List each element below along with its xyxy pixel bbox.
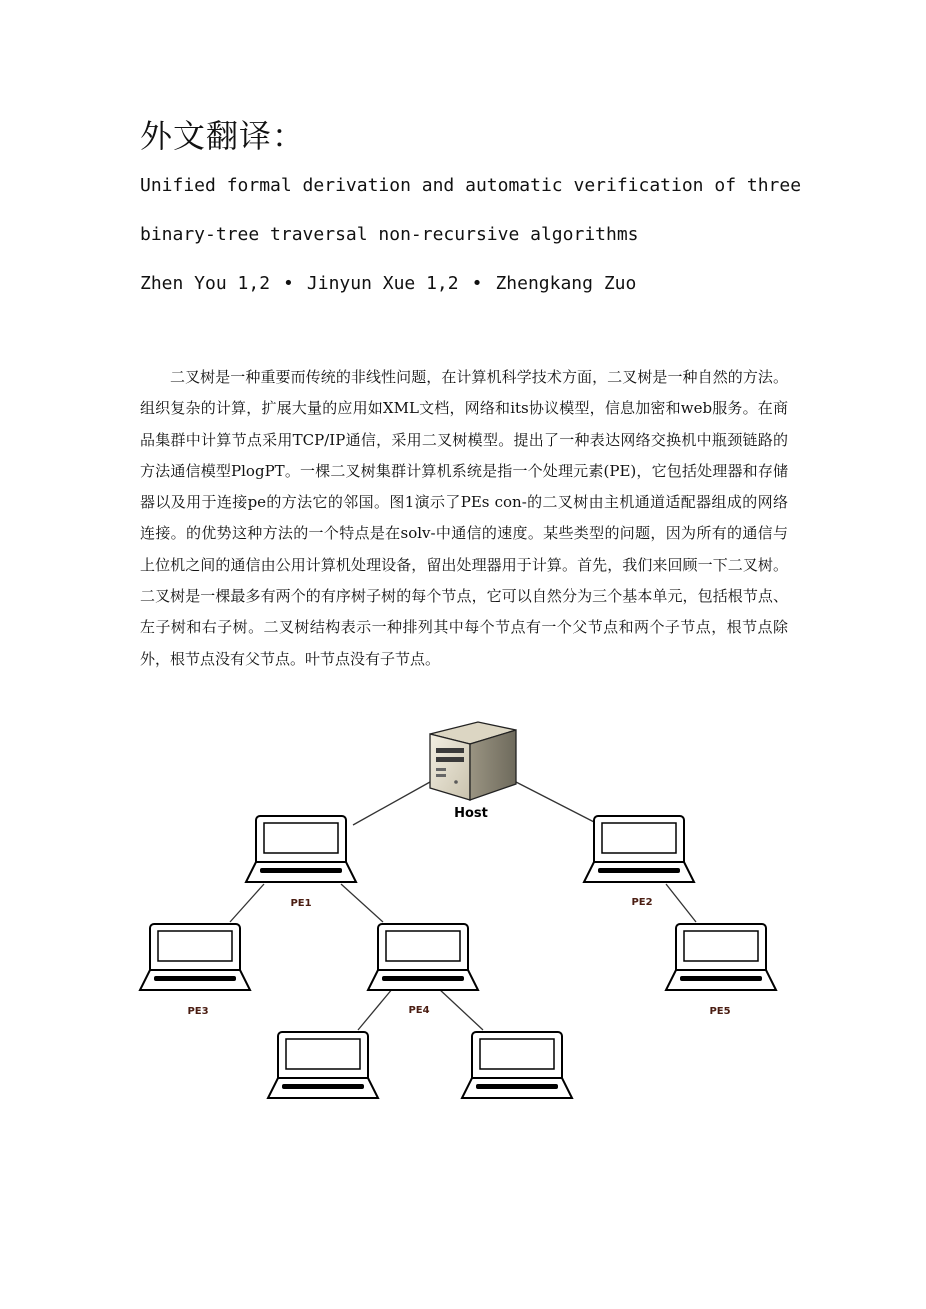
pe3-laptop-icon	[140, 924, 250, 990]
author-2: Jinyun Xue 1,2	[306, 273, 459, 294]
pe4-label: PE4	[408, 1005, 430, 1016]
pe5-laptop-icon	[666, 924, 776, 990]
author-3: Zhengkang Zuo	[495, 273, 637, 294]
pe5-label: PE5	[709, 1006, 731, 1017]
pe2-label: PE2	[631, 897, 653, 908]
leaf-laptop-icon-right	[462, 1032, 572, 1098]
leaf-laptop-icon-left	[268, 1032, 378, 1098]
body-paragraph: 二叉树是一种重要而传统的非线性问题，在计算机科学技术方面，二叉树是一种自然的方法。组织复杂的计算，扩展大量的应用如XML文档，网络和its协议模型，信息加密和web服务。在商品集群中计算节点采用TCP/IP通信，采用二叉树模型。提出了一种表达网络交换机中瓶颈链路的方法通信模型PlogPT。一棵二叉树集群计算机系统是指一个处理元素(PE)，它包括处理器和存储器以及用于连接pe的方法它的邻国。图1演示了PEs con-的二叉树由主机通道适配器组成的网络连接。的优势这种方法的一个特点是在solv-中通信的速度。某些类型的问题，因为所有的通信与上位机之间的通信由公用计算机处理设备，留出处理器用于计算。首先，我们来回顾一下二叉树。二叉树是一棵最多有两个的有序树子树的每个节点，它可以自然分为三个基本单元，包括根节点、左子树和右子树。二叉树结构表示一种排列其中每个节点有一个父节点和两个子节点，根节点除外，根节点没有父节点。叶节点没有子节点。	[140, 368, 788, 668]
paper-title-line-1: Unified formal derivation and automatic verification of three	[140, 175, 802, 196]
paper-title-line-2: binary-tree traversal non-recursive algorithms	[140, 224, 639, 245]
pe4-laptop-icon	[368, 924, 478, 990]
author-1: Zhen You 1,2	[140, 273, 271, 294]
host-server-icon	[430, 722, 516, 800]
pe3-label: PE3	[187, 1006, 209, 1017]
pe1-laptop-icon	[246, 816, 356, 882]
binary-tree-network-figure	[138, 710, 783, 1105]
heading: 外文翻译：	[140, 117, 306, 155]
pe2-laptop-icon	[584, 816, 694, 882]
pe1-label: PE1	[290, 898, 312, 909]
host-label: Host	[454, 806, 488, 821]
author-separator: •	[283, 273, 294, 294]
author-list	[140, 272, 800, 296]
author-separator: •	[471, 273, 483, 294]
